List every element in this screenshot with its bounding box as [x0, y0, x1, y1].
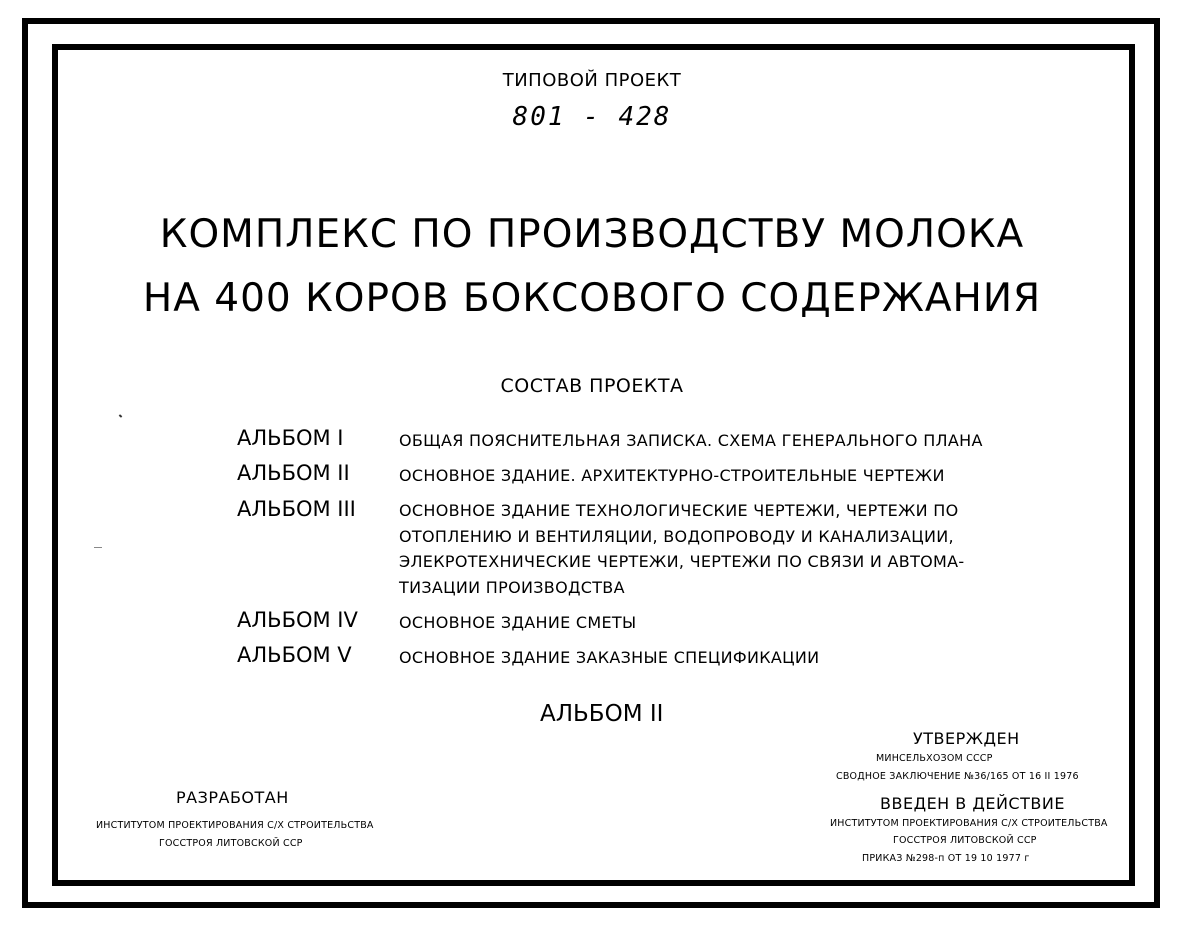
album-description	[399, 645, 819, 671]
album-label: АЛЬБОМ II	[237, 461, 350, 485]
developed-line-1: ИНСТИТУТОМ ПРОЕКТИРОВАНИЯ С/Х СТРОИТЕЛЬСТВА	[96, 820, 374, 831]
album-description	[399, 498, 964, 600]
enacted-line-3: ПРИКАЗ №298-п ОТ 19 10 1977 г	[862, 853, 1030, 864]
album-label: АЛЬБОМ III	[237, 497, 356, 521]
enacted-heading: ВВЕДЕН В ДЕЙСТВИЕ	[880, 794, 1065, 813]
composition-heading: СОСТАВ ПРОЕКТА	[500, 375, 684, 397]
album-description-line: ОБЩАЯ ПОЯСНИТЕЛЬНАЯ ЗАПИСКА. СХЕМА ГЕНЕРАЛЬНОГО ПЛАНА	[399, 431, 983, 450]
scan-speck	[94, 547, 102, 548]
enacted-line-1: ИНСТИТУТОМ ПРОЕКТИРОВАНИЯ С/Х СТРОИТЕЛЬСТВА	[830, 818, 1108, 829]
album-description-line: ОСНОВНОЕ ЗДАНИЕ. АРХИТЕКТУРНО-СТРОИТЕЛЬНЫЕ ЧЕРТЕЖИ	[399, 466, 945, 485]
doc-type: ТИПОВОЙ ПРОЕКТ	[502, 70, 682, 91]
album-description-line: ТИЗАЦИИ ПРОИЗВОДСТВА	[399, 577, 625, 597]
album-description-line: ОСНОВНОЕ ЗДАНИЕ ТЕХНОЛОГИЧЕСКИЕ ЧЕРТЕЖИ, ЧЕРТЕЖИ ПО	[399, 501, 959, 520]
album-description	[399, 610, 636, 636]
album-label: АЛЬБОМ I	[237, 426, 344, 450]
title-line-1: КОМПЛЕКС ПО ПРОИЗВОДСТВУ МОЛОКА	[159, 212, 1025, 257]
album-description	[399, 463, 945, 489]
developed-heading: РАЗРАБОТАН	[176, 788, 289, 807]
approved-line-2: СВОДНОЕ ЗАКЛЮЧЕНИЕ №36/165 ОТ 16 II 1976	[836, 771, 1079, 782]
album-description-line: ОСНОВНОЕ ЗДАНИЕ СМЕТЫ	[399, 613, 637, 632]
current-album: АЛЬБОМ II	[540, 701, 664, 727]
album-description-line: ОСНОВНОЕ ЗДАНИЕ ЗАКАЗНЫЕ СПЕЦИФИКАЦИИ	[399, 648, 820, 667]
album-label: АЛЬБОМ IV	[237, 608, 358, 632]
enacted-line-2: ГОССТРОЯ ЛИТОВСКОЙ ССР	[893, 835, 1037, 846]
title-line-2: НА 400 КОРОВ БОКСОВОГО СОДЕРЖАНИЯ	[142, 276, 1042, 321]
approved-line-1: МИНСЕЛЬХОЗОМ СССР	[876, 753, 993, 764]
album-label: АЛЬБОМ V	[237, 643, 352, 667]
album-description-line: ОТОПЛЕНИЮ И ВЕНТИЛЯЦИИ, ВОДОПРОВОДУ И КАНАЛИЗАЦИИ,	[399, 526, 954, 546]
doc-number: 801 - 428	[512, 102, 672, 132]
album-description-line: ЭЛЕКРОТЕХНИЧЕСКИЕ ЧЕРТЕЖИ, ЧЕРТЕЖИ ПО СВЯЗИ И АВТОМА-	[399, 552, 965, 571]
developed-line-2: ГОССТРОЯ ЛИТОВСКОЙ ССР	[159, 838, 303, 849]
approved-heading: УТВЕРЖДЕН	[913, 729, 1020, 748]
album-description	[399, 428, 983, 454]
